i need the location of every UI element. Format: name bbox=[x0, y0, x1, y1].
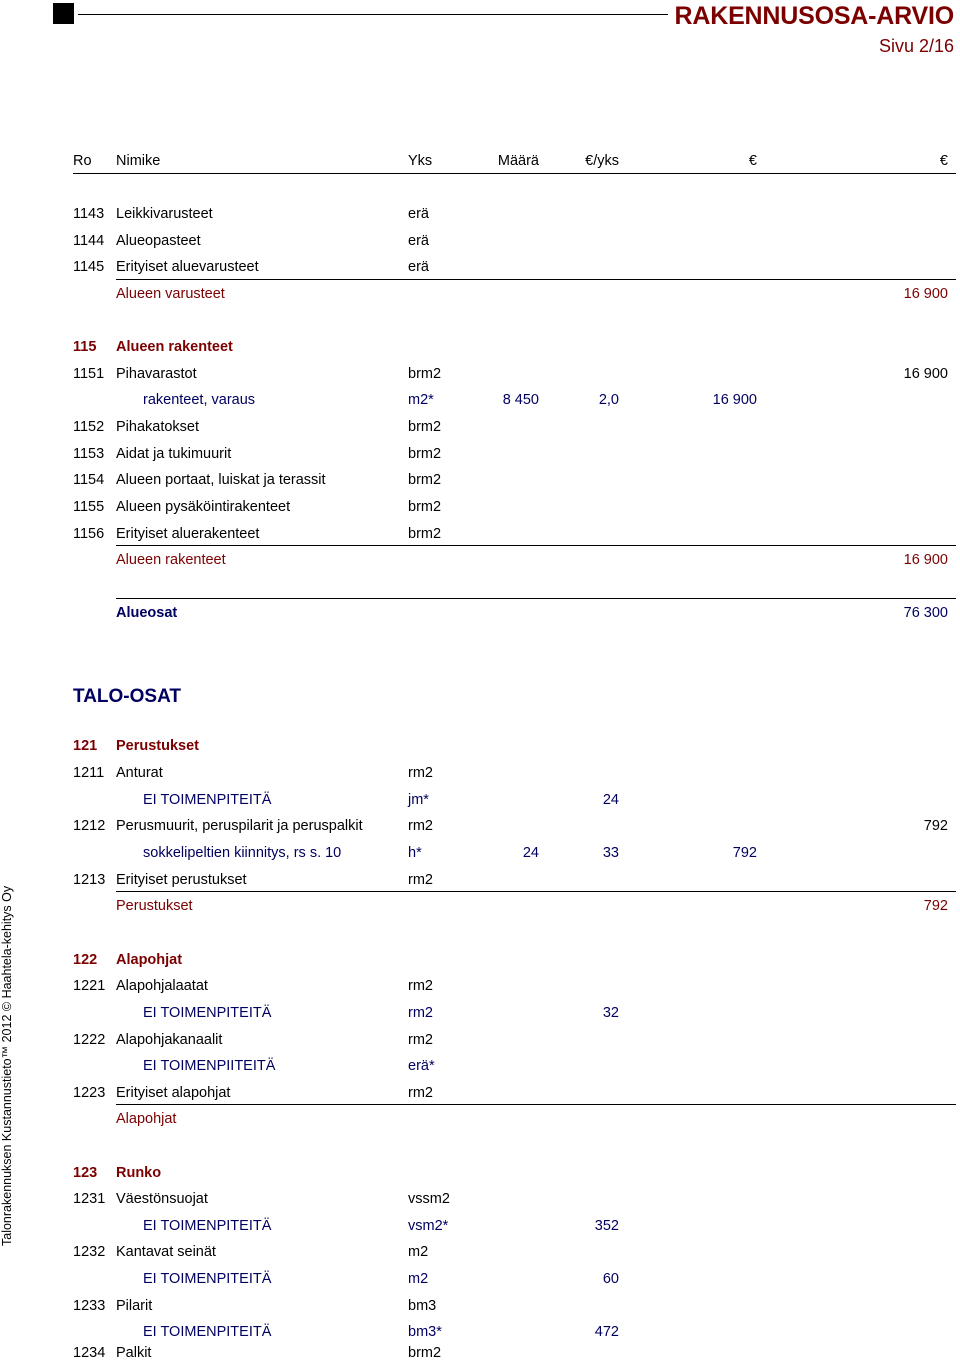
total-rule bbox=[116, 598, 956, 599]
group-heading: 121 Perustukset bbox=[73, 738, 200, 754]
group-heading: 123 Runko bbox=[73, 1165, 162, 1181]
col-eur-1: € bbox=[748, 153, 757, 169]
group-heading: 122 Alapohjat bbox=[73, 952, 183, 968]
table-subrow: rakenteet, varaus m2* 8 450 2,0 16 900 bbox=[143, 392, 757, 408]
col-maara: Määrä bbox=[497, 153, 539, 169]
subtotal-row: Alueen rakenteet 16 900 bbox=[116, 552, 948, 568]
subtotal-rule bbox=[116, 1104, 956, 1105]
table-subrow: EI TOIMENPITEITÄ jm* 24 bbox=[143, 792, 619, 808]
table-row: 1211 Anturat rm2 bbox=[73, 765, 433, 781]
header-rule bbox=[78, 14, 668, 15]
table-row: 1156 Erityiset aluerakenteet brm2 bbox=[73, 526, 442, 542]
group-heading: 115 Alueen rakenteet bbox=[73, 339, 233, 355]
document-title: RAKENNUSOSA-ARVIO bbox=[674, 2, 954, 30]
table-row: 1212 Perusmuurit, peruspilarit ja peruspalkit rm2 792 bbox=[73, 818, 948, 834]
table-row: 1143 Leikkivarusteet erä bbox=[73, 206, 429, 222]
column-header-rule bbox=[73, 173, 956, 174]
page-number: Sivu 2/16 bbox=[878, 36, 954, 56]
table-row: 1151 Pihavarastot brm2 16 900 bbox=[73, 366, 948, 382]
table-subrow: EI TOIMENPITEITÄ vsm2* 352 bbox=[143, 1218, 619, 1234]
table-row: 1221 Alapohjalaatat rm2 bbox=[73, 978, 433, 994]
section-title: TALO-OSAT bbox=[73, 686, 181, 707]
total-row: Alueosat 76 300 bbox=[116, 605, 948, 621]
table-row: 1154 Alueen portaat, luiskat ja terassit brm2 bbox=[73, 472, 442, 488]
header-logo-square bbox=[53, 3, 74, 24]
col-nimike: Nimike bbox=[116, 153, 161, 169]
table-row: 1222 Alapohjakanaalit rm2 bbox=[73, 1032, 433, 1048]
table-row: 1232 Kantavat seinät m2 bbox=[73, 1244, 429, 1260]
subtotal-rule bbox=[116, 279, 956, 280]
table-row: 1213 Erityiset perustukset rm2 bbox=[73, 872, 433, 888]
table-row: 1233 Pilarit bm3 bbox=[73, 1298, 437, 1314]
table-row: 1223 Erityiset alapohjat rm2 bbox=[73, 1085, 433, 1101]
table-row: 1152 Pihakatokset brm2 bbox=[73, 419, 442, 435]
copyright-sidebar: Talonrakennuksen Kustannustieto™ 2012 © Haahtela-kehitys Oy bbox=[0, 885, 14, 1246]
table-row: 1153 Aidat ja tukimuurit brm2 bbox=[73, 446, 442, 462]
table-row: 1145 Erityiset aluevarusteet erä bbox=[73, 259, 429, 275]
table-row: 1234 Palkit brm2 bbox=[73, 1345, 442, 1361]
table-subrow: EI TOIMENPITEITÄ bm3* 472 bbox=[143, 1324, 619, 1340]
table-row: 1144 Alueopasteet erä bbox=[73, 233, 429, 249]
table-subrow: EI TOIMENPIITEITÄ erä* bbox=[143, 1058, 435, 1074]
col-ro: Ro bbox=[73, 153, 92, 169]
table-subrow: EI TOIMENPITEITÄ m2 60 bbox=[143, 1271, 619, 1287]
col-eur-per-unit: €/yks bbox=[585, 153, 619, 169]
table-subrow: sokkelipeltien kiinnitys, rs s. 10 h* 24 33 792 bbox=[143, 845, 757, 861]
subtotal-row: Perustukset 792 bbox=[116, 898, 948, 914]
subtotal-rule bbox=[116, 891, 956, 892]
col-yks: Yks bbox=[408, 153, 433, 169]
table-row: 1155 Alueen pysäköintirakenteet brm2 bbox=[73, 499, 442, 515]
subtotal-rule bbox=[116, 545, 956, 546]
column-headers bbox=[0, 153, 960, 173]
subtotal-row: Alueen varusteet 16 900 bbox=[116, 286, 948, 302]
table-row: 1231 Väestönsuojat vssm2 bbox=[73, 1191, 450, 1207]
col-eur-2: € bbox=[939, 153, 948, 169]
table-subrow: EI TOIMENPITEITÄ rm2 32 bbox=[143, 1005, 619, 1021]
subtotal-row: Alapohjat bbox=[116, 1111, 177, 1127]
